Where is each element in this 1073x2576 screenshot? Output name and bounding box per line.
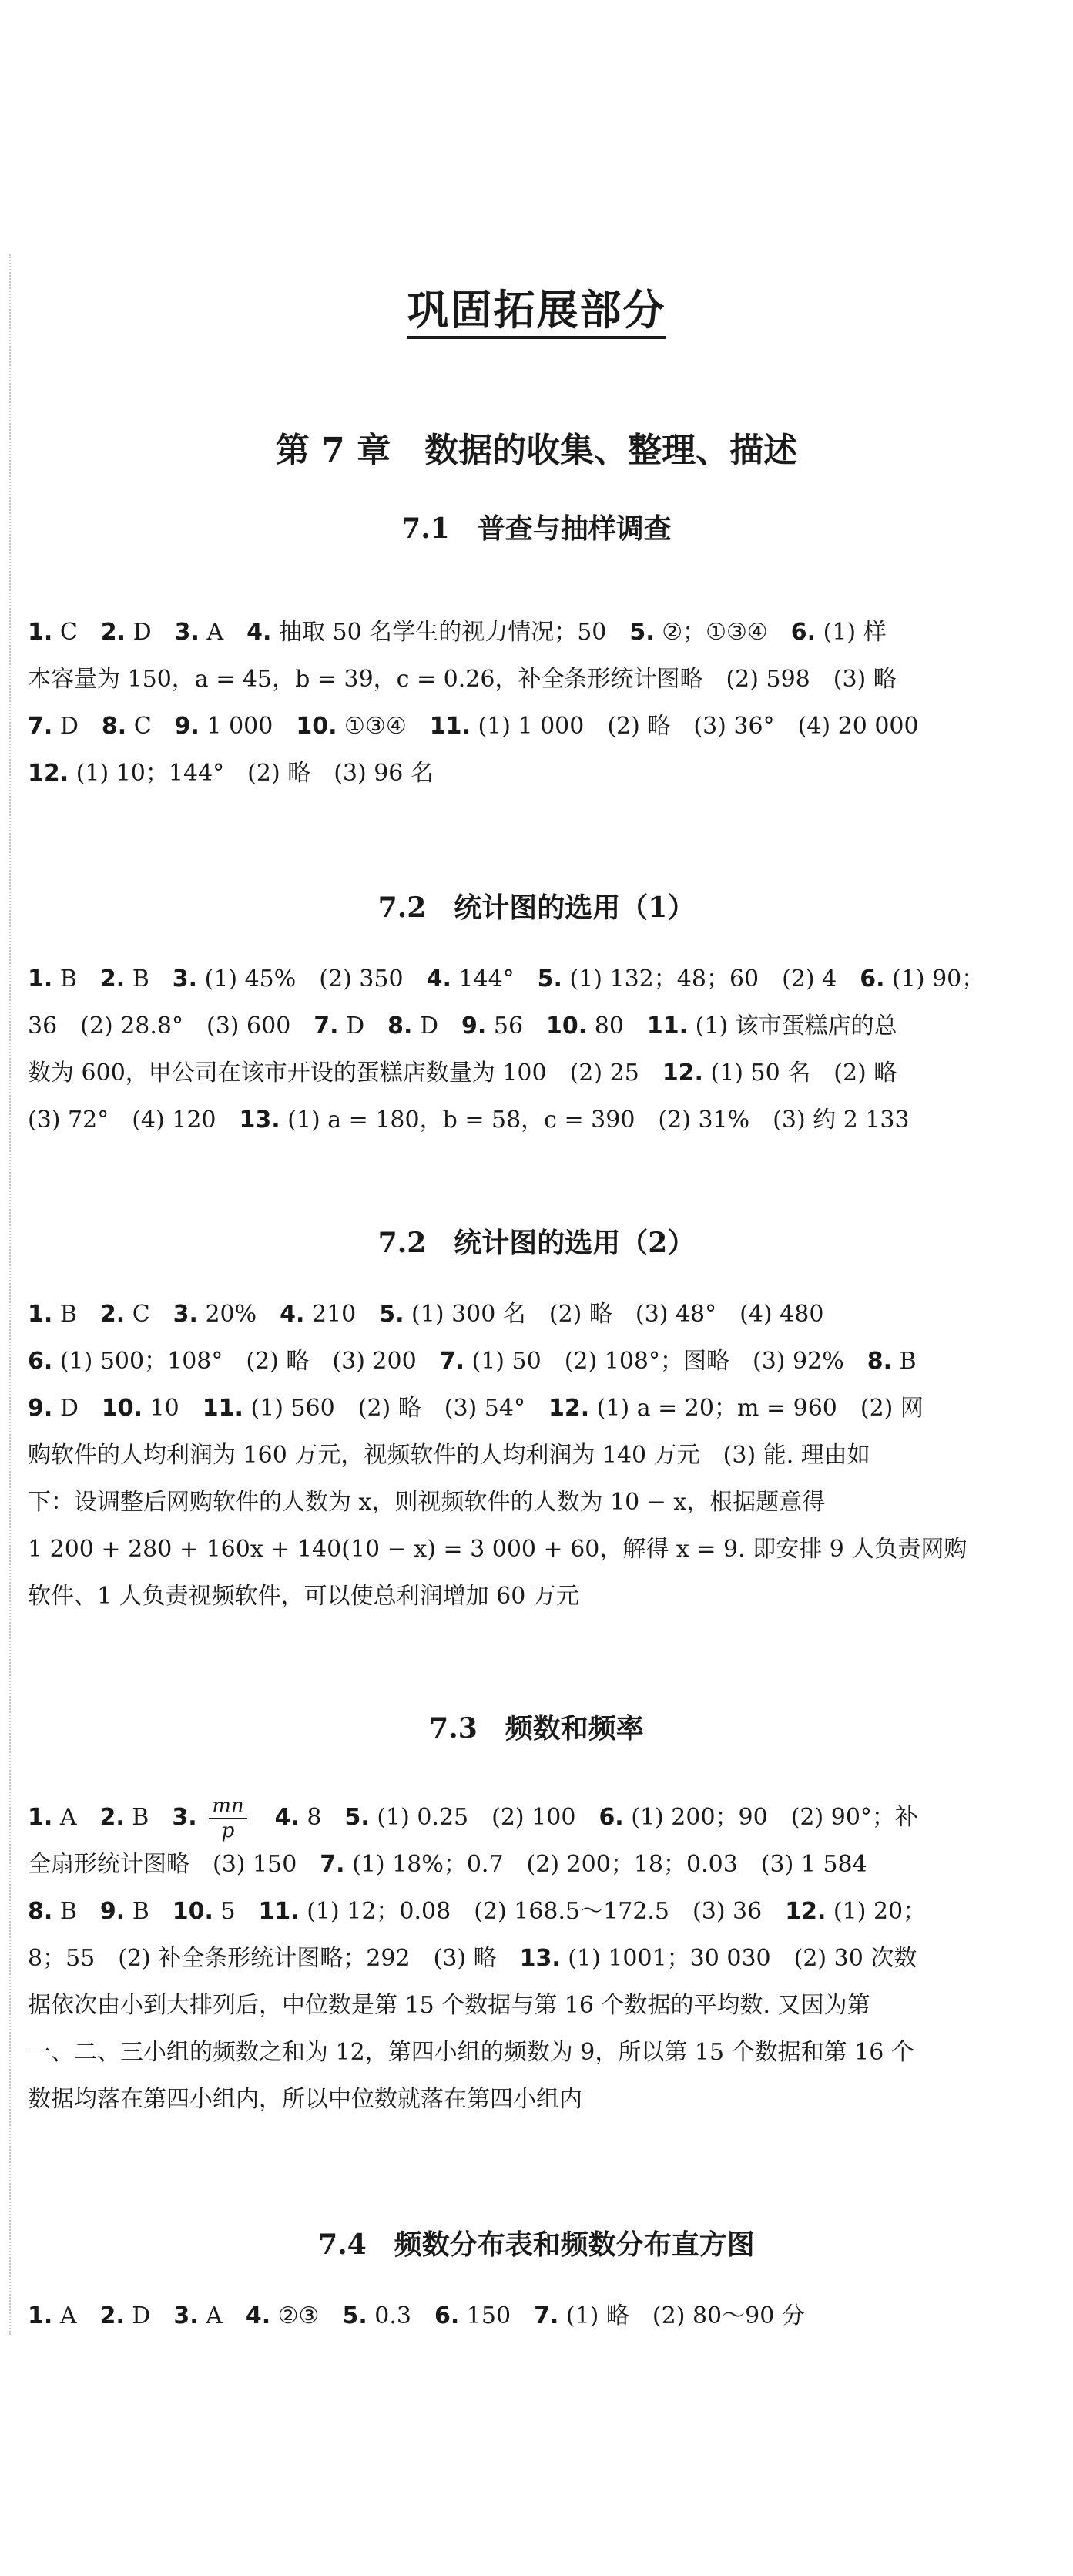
answer-text: B	[52, 1898, 100, 1925]
question-number: 1.	[28, 1301, 53, 1328]
question-number: 13.	[519, 1945, 561, 1972]
question-number: 8.	[28, 1898, 53, 1925]
answer-text: 本容量为 150，a = 45，b = 39，c = 0.26，补全条形统计图略 (2) 598 (3) 略	[28, 666, 897, 693]
answer-line	[28, 956, 1052, 1003]
answer-text: (1) 20；	[826, 1898, 927, 1925]
answer-text: 150	[459, 2302, 535, 2329]
question-number: 6.	[434, 2302, 460, 2329]
answer-text: 一、二、三小组的频数之和为 12，第四小组的频数为 9，所以第 15 个数据和第 16 个	[28, 2039, 914, 2066]
answer-text: (1) 45% (2) 350	[197, 966, 427, 992]
answer-text: 抽取 50 名学生的视力情况；50	[271, 619, 630, 646]
answer-text: 5	[213, 1898, 259, 1925]
answer-text: (1) 560 (2) 略 (3) 54°	[243, 1395, 548, 1422]
fraction	[209, 1795, 246, 1842]
answer-text: (1) 90；	[884, 966, 985, 992]
answer-line	[28, 1935, 1052, 1982]
question-number: 1.	[28, 1804, 53, 1831]
answer-text: 36 (2) 28.8° (3) 600	[28, 1013, 314, 1039]
answer-text: D	[52, 1395, 102, 1422]
section-answers-7-1	[28, 609, 1052, 797]
answer-text: (1) 132；48；60 (2) 4	[562, 966, 860, 992]
answer-text: 8；55 (2) 补全条形统计图略；292 (3) 略	[28, 1945, 520, 1972]
answer-line	[28, 1097, 1052, 1144]
answer-text: 144°	[451, 966, 538, 992]
answer-line	[28, 656, 1052, 703]
answer-text: D	[126, 619, 175, 646]
question-number: 7.	[314, 1013, 339, 1039]
question-number: 2.	[99, 1301, 126, 1328]
answer-text: 1 200 + 280 + 160x + 140(10 − x) = 3 000 + 60，解得 x = 9. 即安排 9 人负责网购	[28, 1536, 967, 1563]
answer-text: (1) 12；0.08 (2) 168.5～172.5 (3) 36	[299, 1898, 786, 1925]
answer-line	[28, 1888, 1052, 1935]
question-number: 10.	[296, 713, 337, 740]
answer-text: 数据均落在第四小组内，所以中位数就落在第四小组内	[28, 2086, 582, 2113]
question-number: 11.	[429, 713, 471, 740]
answer-line	[28, 1385, 1052, 1432]
answer-line	[28, 1841, 1052, 1888]
answer-line	[28, 1291, 1052, 1338]
answer-text: (1) 10；144° (2) 略 (3) 96 名	[69, 760, 434, 787]
question-number: 1.	[28, 966, 53, 992]
question-number: 4.	[274, 1804, 300, 1831]
answer-text: C	[52, 619, 101, 646]
answer-text: 80	[587, 1013, 647, 1039]
section-heading-7-4: 7.4 频数分布表和频数分布直方图	[318, 2228, 755, 2261]
answer-line	[28, 1526, 1052, 1573]
section-heading-7-2-1: 7.2 统计图的选用（1）	[377, 892, 696, 924]
question-number: 1.	[28, 2302, 53, 2329]
answer-text: (1) 1001；30 030 (2) 30 次数	[560, 1945, 917, 1972]
answer-text: B	[892, 1348, 917, 1375]
answer-text: B	[52, 966, 100, 992]
question-number: 10.	[172, 1898, 213, 1925]
answer-text: 20%	[197, 1301, 280, 1328]
answer-text: 8	[299, 1804, 345, 1831]
answer-line	[28, 1479, 1052, 1526]
answer-text: (1) 0.25 (2) 100	[369, 1804, 599, 1831]
answer-text	[197, 1804, 205, 1831]
answer-line	[28, 2029, 1052, 2076]
question-number: 10.	[546, 1013, 588, 1039]
question-number: 5.	[537, 966, 562, 992]
answer-text: A	[198, 2302, 246, 2329]
answer-text: (1) 18%；0.7 (2) 200；18；0.03 (3) 1 584	[344, 1851, 867, 1878]
question-number: 3.	[173, 2302, 199, 2329]
question-number: 5.	[344, 1804, 370, 1831]
question-number: 13.	[239, 1107, 280, 1134]
section-answers-7-2-2	[28, 1291, 1052, 1620]
margin-dotted-line	[9, 254, 11, 2335]
answer-text: ①③④	[337, 713, 430, 740]
answer-text: 数为 600，甲公司在该市开设的蛋糕店数量为 100 (2) 25	[28, 1060, 662, 1086]
answer-text: (1) 该市蛋糕店的总	[688, 1013, 897, 1039]
answer-text: 56	[486, 1013, 547, 1039]
question-number: 12.	[548, 1395, 590, 1422]
question-number: 4.	[246, 619, 272, 646]
answer-text: (1) a = 20；m = 960 (2) 网	[589, 1395, 924, 1422]
section-heading-7-3: 7.3 频数和频率	[429, 1712, 644, 1745]
page-title: 巩固拓展部分	[0, 277, 1073, 337]
question-number: 11.	[646, 1013, 689, 1039]
question-number: 2.	[99, 966, 126, 992]
question-number: 9.	[461, 1013, 487, 1039]
question-number: 12.	[785, 1898, 827, 1925]
question-number: 11.	[202, 1395, 243, 1422]
answer-line	[28, 2076, 1052, 2123]
question-number: 6.	[860, 966, 885, 992]
answer-text: 软件、1 人负责视频软件，可以使总利润增加 60 万元	[28, 1583, 579, 1610]
question-number: 4.	[426, 966, 451, 992]
answer-text: B	[125, 966, 173, 992]
answer-text: (1) 50 (2) 108°；图略 (3) 92%	[464, 1348, 867, 1375]
question-number: 5.	[379, 1301, 404, 1328]
section-answers-7-4	[28, 2292, 1052, 2339]
question-number: 2.	[99, 1804, 125, 1831]
answer-line	[28, 1338, 1052, 1385]
section-answers-7-2-1	[28, 956, 1052, 1144]
section-heading-7-2-2: 7.2 统计图的选用（2）	[377, 1227, 696, 1259]
answer-line	[28, 750, 1052, 797]
fraction-denominator: p	[221, 1819, 235, 1842]
answer-line	[28, 703, 1052, 750]
answer-line	[28, 2292, 1052, 2339]
question-number: 4.	[245, 2302, 271, 2329]
question-number: 2.	[100, 619, 126, 646]
answer-text: D	[412, 1013, 462, 1039]
section-answers-7-3	[28, 1794, 1052, 2123]
answer-text: (1) 300 名 (2) 略 (3) 48° (4) 480	[404, 1301, 824, 1328]
question-number: 12.	[28, 760, 69, 787]
answer-line	[28, 609, 1052, 656]
question-number: 8.	[867, 1348, 893, 1375]
question-number: 9.	[28, 1395, 53, 1422]
question-number: 7.	[320, 1851, 345, 1878]
question-number: 7.	[439, 1348, 464, 1375]
answer-text: A	[52, 2302, 100, 2329]
answer-text: (1) 50 名 (2) 略	[702, 1060, 897, 1086]
answer-text: (1) 500；108° (2) 略 (3) 200	[52, 1348, 440, 1375]
answer-text: 购软件的人均利润为 160 万元，视频软件的人均利润为 140 万元 (3) 能. 理由如	[28, 1442, 870, 1469]
answer-text: D	[124, 2302, 174, 2329]
answer-text: (1) a = 180，b = 58，c = 390 (2) 31% (3) 约 2 133	[280, 1107, 910, 1134]
answer-text: 0.3	[367, 2302, 434, 2329]
answer-text: B	[124, 1804, 173, 1831]
answer-line	[28, 1982, 1052, 2029]
answer-text: (1) 略 (2) 80～90 分	[558, 2302, 805, 2329]
question-number: 7.	[28, 713, 53, 740]
question-number: 5.	[342, 2302, 367, 2329]
answer-text: 据依次由小到大排列后，中位数是第 15 个数据与第 16 个数据的平均数. 又因为第	[28, 1992, 870, 2019]
answer-line	[28, 1003, 1052, 1050]
question-number: 8.	[387, 1013, 413, 1039]
question-number: 10.	[101, 1395, 143, 1422]
question-number: 2.	[99, 2302, 125, 2329]
answer-line	[28, 1794, 1052, 1841]
answer-text: (1) 样	[816, 619, 887, 646]
question-number: 6.	[790, 619, 816, 646]
answer-text: ②；①③④	[654, 619, 791, 646]
answer-text: C	[125, 1301, 173, 1328]
answer-text: D	[52, 713, 102, 740]
question-number: 9.	[99, 1898, 126, 1925]
question-number: 6.	[599, 1804, 624, 1831]
question-number: 5.	[629, 619, 655, 646]
answer-text: 全扇形统计图略 (3) 150	[28, 1851, 320, 1878]
answer-text: A	[52, 1804, 100, 1831]
question-number: 1.	[28, 619, 53, 646]
answer-line	[28, 1573, 1052, 1620]
answer-line	[28, 1432, 1052, 1479]
answer-text: D	[338, 1013, 388, 1039]
question-number: 7.	[534, 2302, 559, 2329]
answer-text: A	[199, 619, 247, 646]
question-number: 6.	[28, 1348, 53, 1375]
answer-text: C	[126, 713, 175, 740]
answer-text: B	[125, 1898, 173, 1925]
question-number: 11.	[258, 1898, 300, 1925]
answer-text: (1) 200；90 (2) 90°；补	[623, 1804, 918, 1831]
question-number: 3.	[174, 619, 200, 646]
answer-text: (1) 1 000 (2) 略 (3) 36° (4) 20 000	[470, 713, 919, 740]
fraction-numerator: mn	[209, 1795, 246, 1819]
question-number: 9.	[174, 713, 200, 740]
answer-text: B	[52, 1301, 100, 1328]
answer-text: 1 000	[199, 713, 297, 740]
answer-text: 210	[304, 1301, 380, 1328]
question-number: 3.	[173, 1301, 198, 1328]
question-number: 8.	[101, 713, 127, 740]
question-number: 4.	[280, 1301, 305, 1328]
answer-text: (3) 72° (4) 120	[28, 1107, 240, 1134]
answer-text: 下：设调整后网购软件的人数为 x，则视频软件的人数为 10 − x，根据题意得	[28, 1489, 826, 1516]
question-number: 3.	[172, 966, 198, 992]
answer-line	[28, 1050, 1052, 1097]
chapter-title: 第 7 章 数据的收集、整理、描述	[275, 431, 798, 470]
answer-text: 10	[143, 1395, 203, 1422]
question-number: 3.	[172, 1804, 197, 1831]
question-number: 12.	[662, 1060, 703, 1086]
section-heading-7-1: 7.1 普查与抽样调查	[401, 512, 672, 545]
answer-text: ②③	[270, 2302, 343, 2329]
